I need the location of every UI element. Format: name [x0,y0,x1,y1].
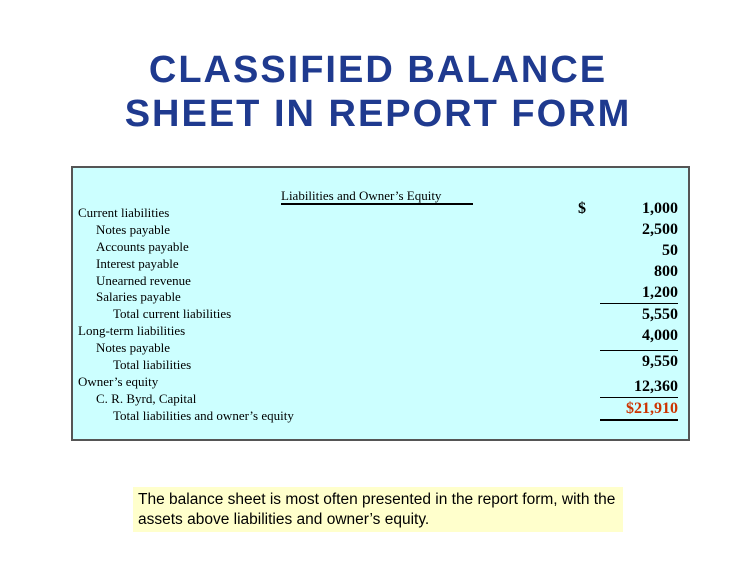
amount-total-liabilities: 9,550 [642,353,678,370]
amount-notes-payable: 1,000 [642,200,678,217]
title-line-1: CLASSIFIED BALANCE [148,49,608,91]
label-accounts-payable: Accounts payable [96,238,189,254]
label-salaries-payable: Salaries payable [96,289,181,305]
heading-underline [281,203,473,205]
amount-interest-payable: 50 [662,242,678,259]
section-heading: Liabilities and Owner’s Equity [281,188,442,203]
label-unearned-revenue: Unearned revenue [96,272,191,288]
explanation-note: The balance sheet is most often presented in the report form, with the assets above liabilities and owner’s equity. [133,487,623,532]
amount-notes-payable-row [578,198,678,219]
label-current-liabilities: Current liabilities [78,205,170,220]
label-total-liabilities: Total liabilities [113,357,192,373]
amount-capital: 12,360 [634,378,678,395]
label-total-liabilities-and-equity: Total liabilities and owner’s equity [113,407,294,423]
line-item-labels [78,205,294,425]
label-capital: C. R. Byrd, Capital [96,390,197,406]
amount-unearned-revenue: 800 [654,263,678,280]
double-underline-rule [600,419,678,421]
amount-long-term-notes-payable: 4,000 [642,327,678,344]
amount-column [578,198,678,421]
amount-total-current-liabilities: 5,550 [642,306,678,323]
label-interest-payable: Interest payable [96,255,179,271]
label-long-term-notes-payable: Notes payable [96,340,171,356]
label-total-current-liabilities: Total current liabilities [113,306,232,322]
title-line-2: SHEET IN REPORT FORM [124,93,632,135]
label-long-term-liabilities: Long-term liabilities [78,323,186,339]
label-owners-equity: Owner’s equity [78,373,159,389]
amount-accounts-payable: 2,500 [642,221,678,238]
balance-sheet-panel [71,166,690,441]
amount-salaries-payable: 1,200 [642,284,678,301]
dollar-sign: $ [578,200,586,217]
page-title [0,48,756,136]
label-notes-payable: Notes payable [96,221,171,237]
amount-grand-total: $21,910 [626,400,678,417]
